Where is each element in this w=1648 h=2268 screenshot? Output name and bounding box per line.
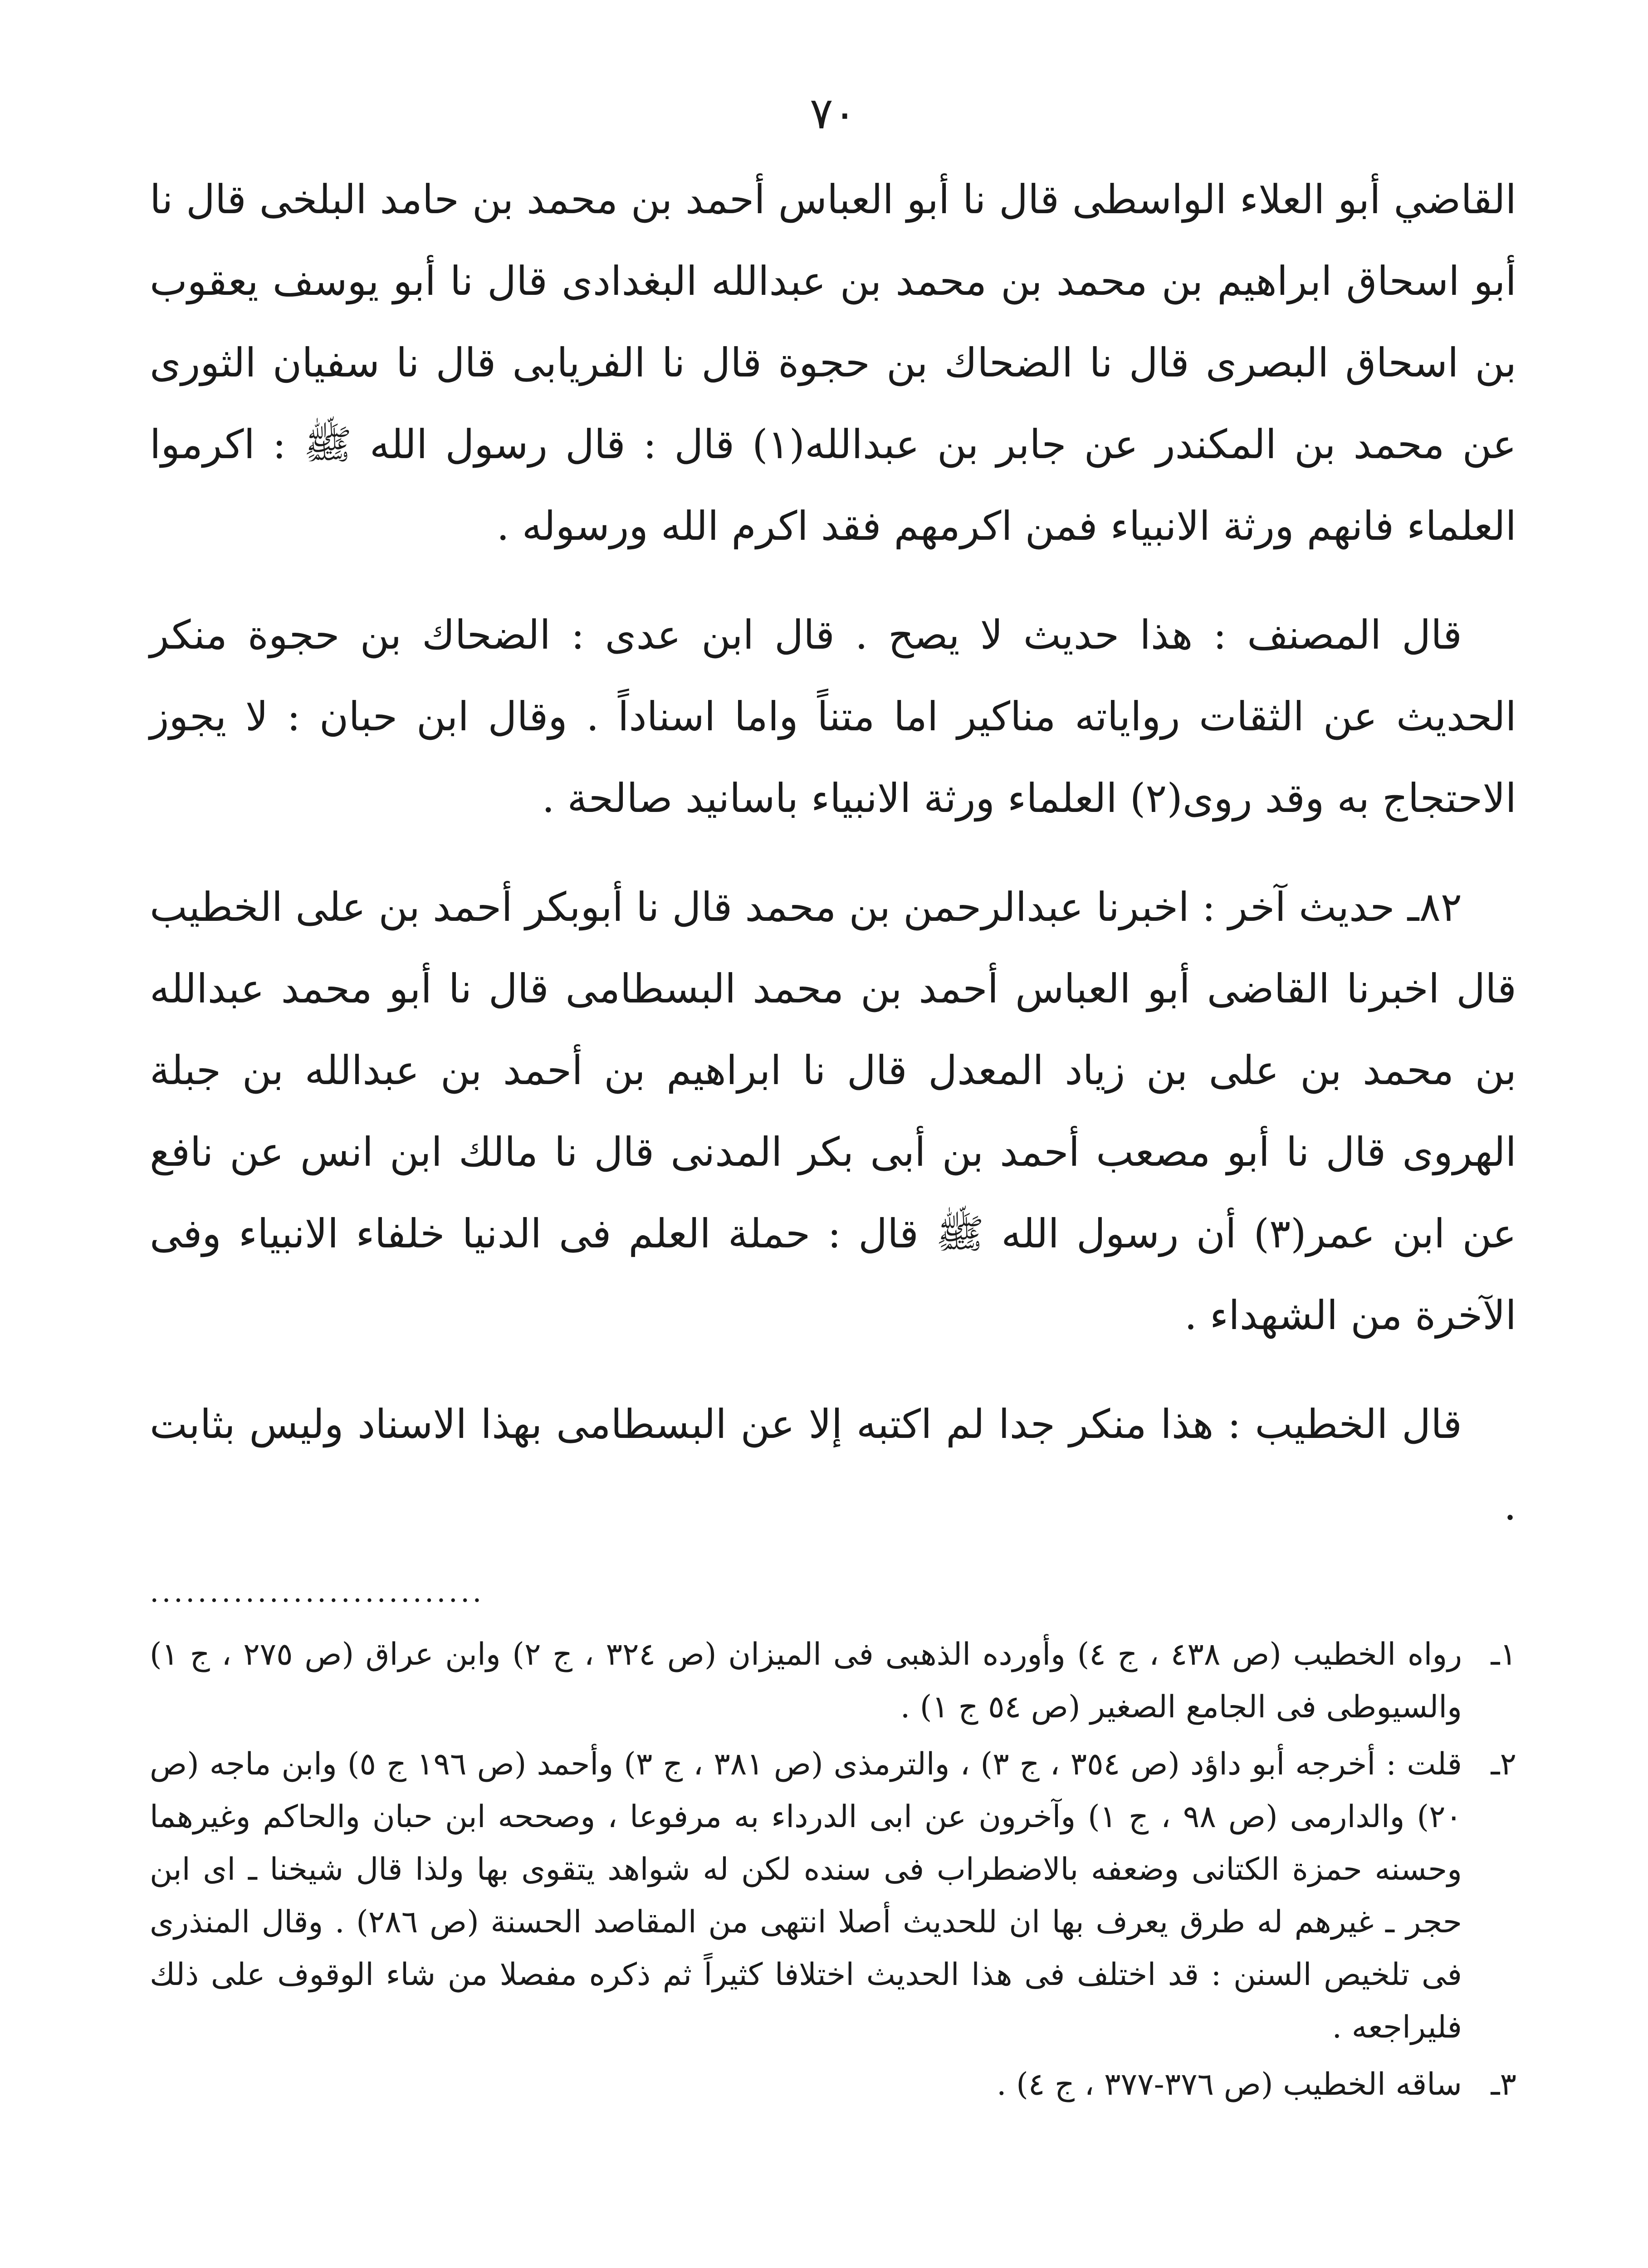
footnote-1 xyxy=(150,1628,1516,1734)
footnote-number: ٢ـ xyxy=(1491,1746,1516,1782)
footnote-text: قلت : أخرجه أبو داؤد (ص ٣٥٤ ، ج ٣) ، والترمذى (ص ٣٨١ ، ج ٣) وأحمد (ص ١٩٦ ج ٥) وابن ماجه (ص ٢٠) والدارمى (ص ٩٨ ، ج ١) وآخرون عن ابى الدرداء به مرفوعا ، وصححه ابن حبان والحاكم وغيرهما وحسنه حمزة الكتانى وضعفه بالاضطراب فى سنده لكن له شواهد يتقوى بها ولذا قال شيخنا ـ اى ابن حجر ـ غيرهم له طرق يعرف بها ان للحديث أصلا انتهى من المقاصد الحسنة (ص ٢٨٦) . وقال المنذرى فى تلخيص السنن : قد اختلف فى هذا الحديث اختلافا كثيراً ثم ذكره مفصلا من شاء الوقوف على ذلك فليراجعه . xyxy=(150,1746,1462,2045)
footnotes xyxy=(150,1628,1516,2111)
footnote-text: ساقه الخطيب (ص ٣٧٦-٣٧٧ ، ج ٤) . xyxy=(997,2067,1462,2102)
main-text xyxy=(150,159,1516,1547)
footnote-separator: ............................ xyxy=(150,1575,484,1609)
paragraph-2: قال المصنف : هذا حديث لا يصح . قال ابن عدى : الضحاك بن حجوة منكر الحديث عن الثقات رواياته مناكير اما متناً واما اسناداً . وقال ابن حبان : لا يجوز الاحتجاج به وقد روى(٢) العلماء ورثة الانبياء باسانيد صالحة . xyxy=(150,611,1516,821)
paragraph-3-hadith-82: ٨٢ـ حديث آخر : اخبرنا عبدالرحمن بن محمد قال نا أبوبكر أحمد بن على الخطيب قال اخبرنا القاضى أبو العباس أحمد بن محمد البسطامى قال نا أبو محمد عبدالله بن محمد بن على بن زياد المعدل قال نا ابراهيم بن أحمد بن عبدالله بن جبلة الهروى قال نا أبو مصعب أحمد بن أبى بكر المدنى قال نا مالك ابن انس عن نافع عن ابن عمر(٣) أن رسول الله ﷺ قال : حملة العلم فى الدنيا خلفاء الانبياء وفى الآخرة من الشهداء . xyxy=(150,884,1517,1339)
paragraph-1: القاضي أبو العلاء الواسطى قال نا أبو العباس أحمد بن محمد بن حامد البلخى قال نا أبو اسحاق ابراهيم بن محمد بن محمد بن عبدالله البغدادى قال نا أبو يوسف يعقوب بن اسحاق البصرى قال نا الضحاك بن حجوة قال نا الفريابى قال نا سفيان الثورى عن محمد بن المكندر عن جابر بن عبدالله(١) قال : قال رسول الله ﷺ : اكرموا العلماء فانهم ورثة الانبياء فمن اكرمهم فقد اكرم الله ورسوله . xyxy=(150,176,1516,549)
footnote-text: رواه الخطيب (ص ٤٣٨ ، ج ٤) وأورده الذهبى فى الميزان (ص ٣٢٤ ، ج ٢) وابن عراق (ص ٢٧٥ ، ج ١) والسيوطى فى الجامع الصغير (ص ٥٤ ج ١) . xyxy=(150,1637,1462,1725)
paragraph-4: قال الخطيب : هذا منكر جدا لم اكتبه إلا عن البسطامى بهذا الاسناد وليس بثابت . xyxy=(150,1401,1516,1529)
footnote-number: ١ـ xyxy=(1491,1637,1516,1672)
footnote-number: ٣ـ xyxy=(1491,2067,1516,2102)
page-number: ٧٠ xyxy=(809,88,857,139)
footnote-2 xyxy=(150,1738,1516,2054)
footnote-3 xyxy=(150,2058,1516,2111)
